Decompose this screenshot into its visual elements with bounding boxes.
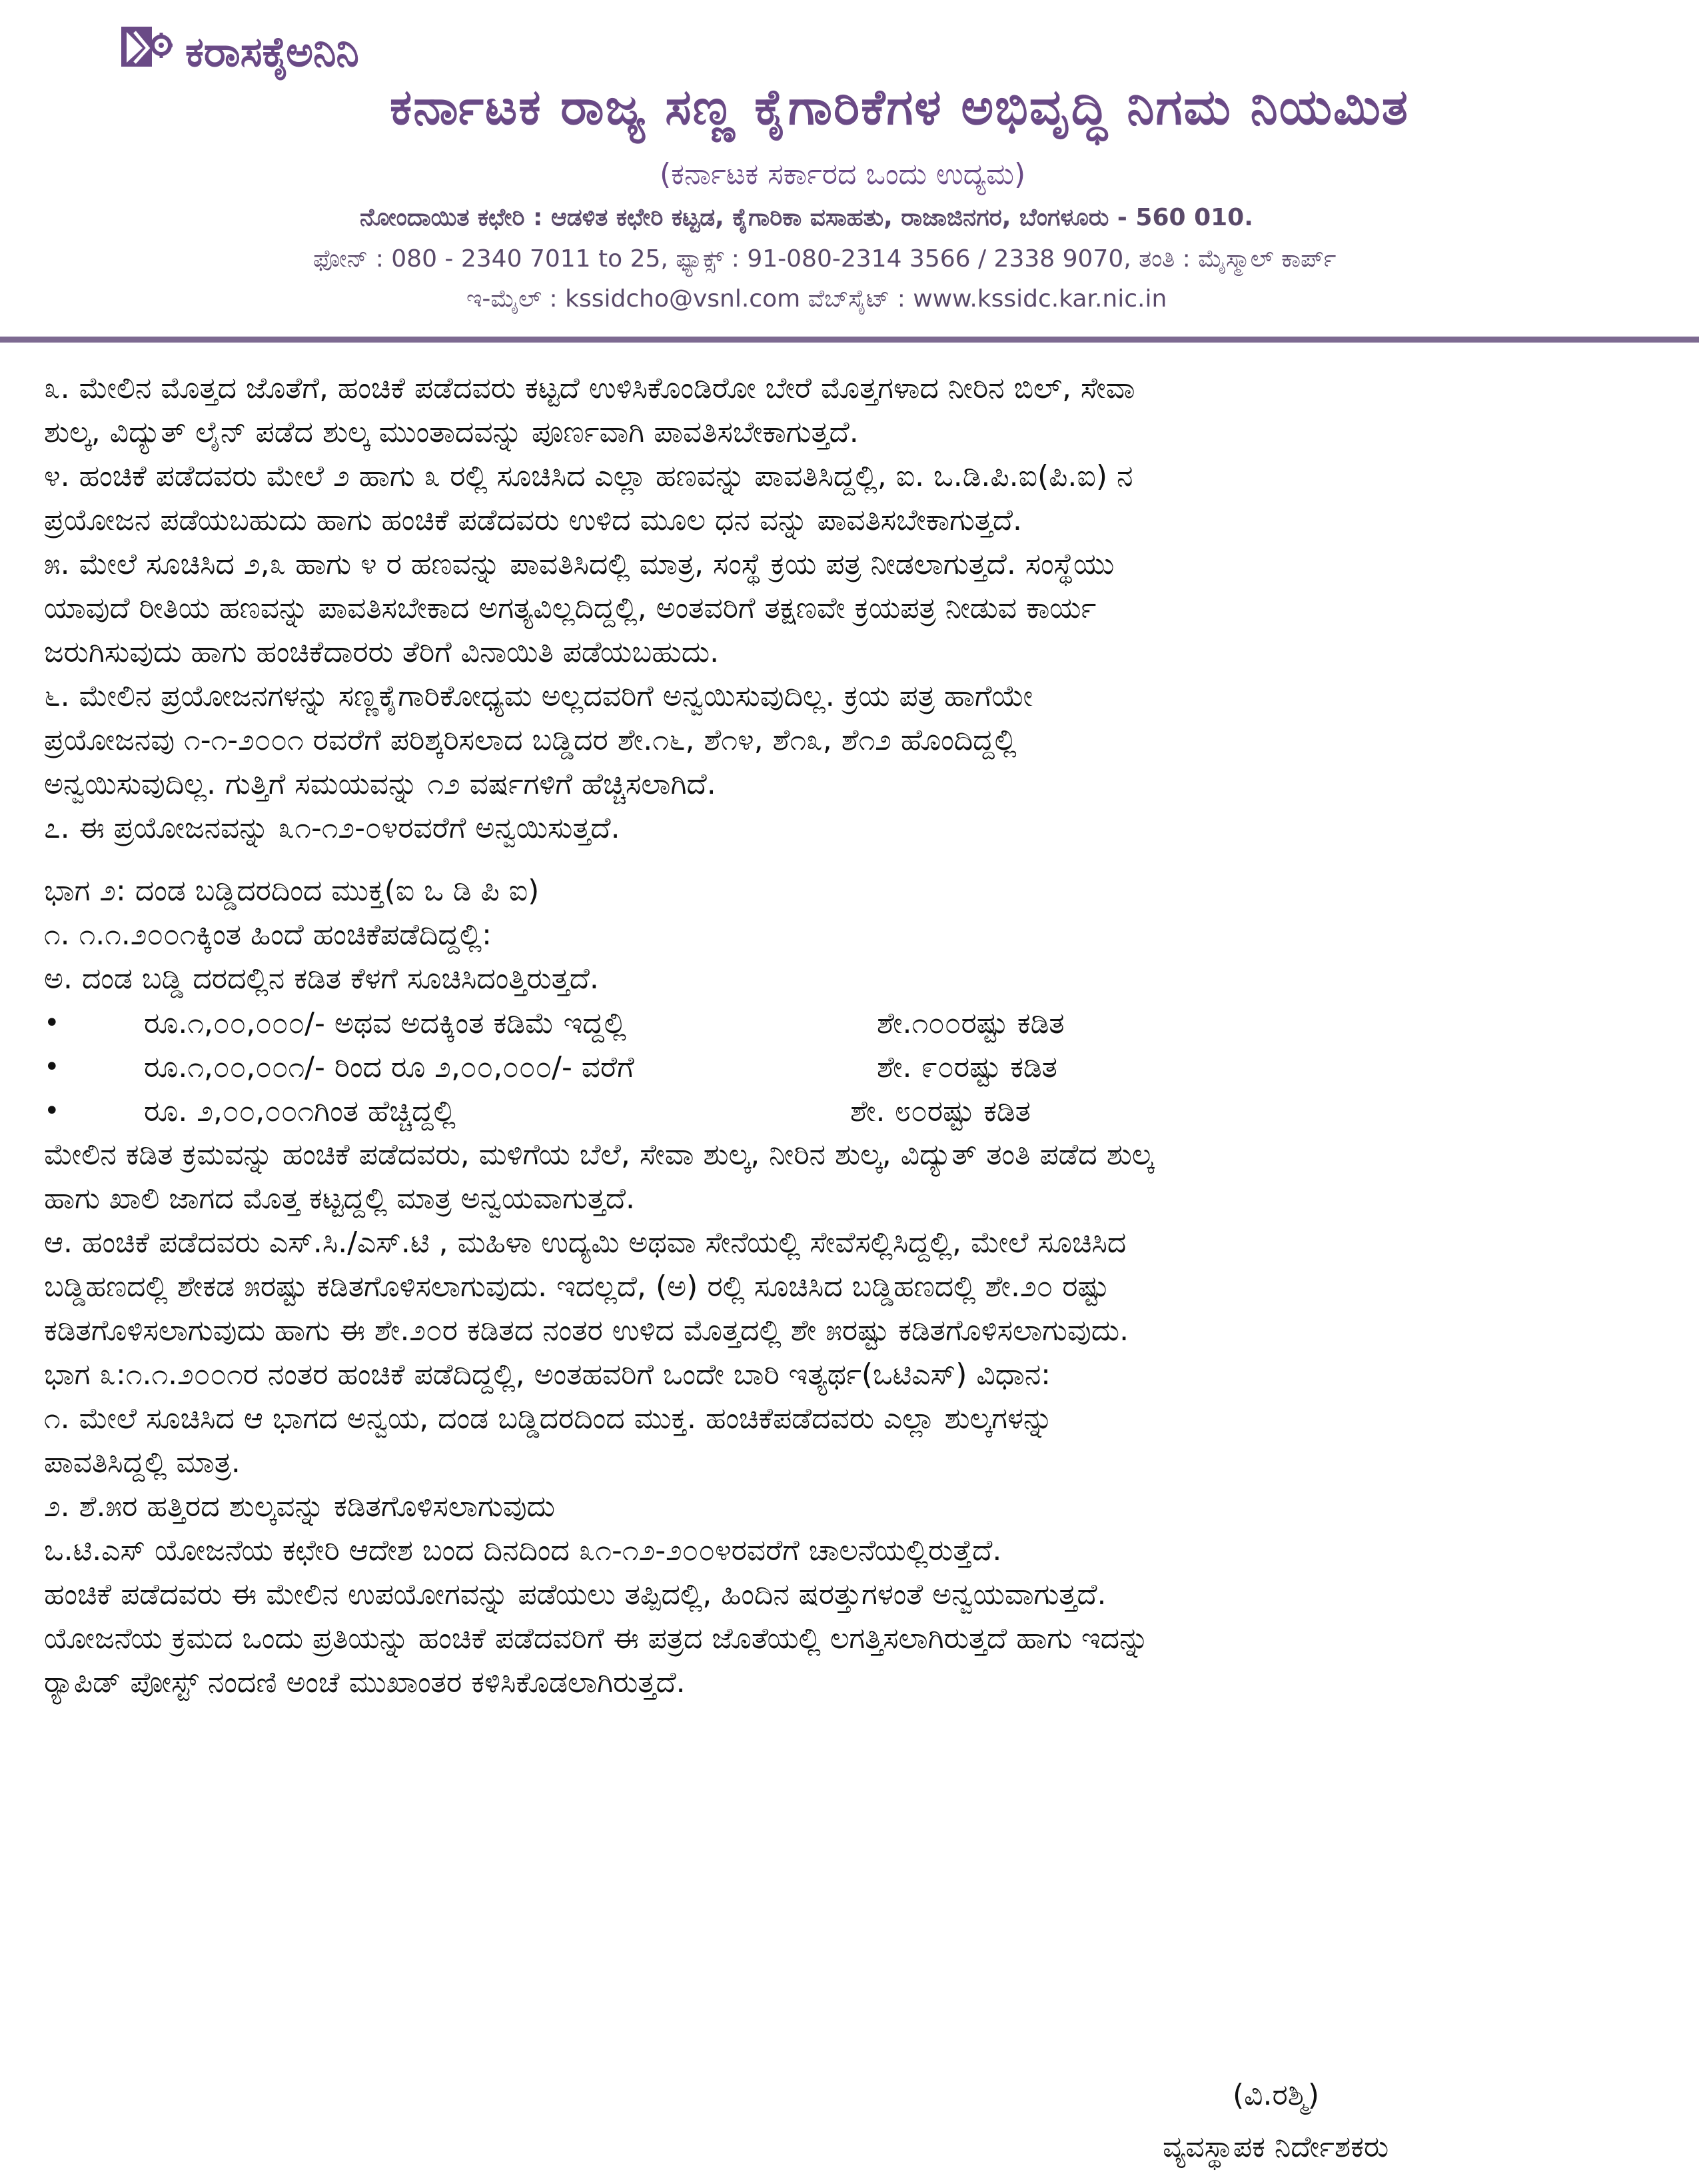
part-3-item-2: ೨. ಶೆ.೫ರ ಹತ್ತಿರದ ಶುಲ್ಕವನ್ನು ಕಡಿತಗೊಳಿಸಲಾಗುವುದು xyxy=(44,1490,555,1524)
bullet-reduction: ಶೇ. ೮೦ರಷ್ಟು ಕಡಿತ xyxy=(850,1094,1031,1128)
clause-3-line-1: ೩. ಮೇಲಿನ ಮೊತ್ತದ ಜೊತೆಗೆ, ಹಂಚಿಕೆ ಪಡೆದವರು ಕಟ್ಟದೆ ಉಳಿಸಿಕೊಂಡಿರೋ ಬೇರೆ ಮೊತ್ತಗಳಾದ ನೀರಿನ ಬಿಲ್, ಸೇವಾ xyxy=(44,371,1135,405)
letterhead xyxy=(0,0,1699,347)
reduction-bullet-1 xyxy=(44,1001,1663,1045)
organization-name: ಕರ್ನಾಟಕ ರಾಜ್ಯ ಸಣ್ಣ ಕೈಗಾರಿಕೆಗಳ ಅಭಿವೃದ್ಧಿ ನಿಗಮ ನಿಯಮಿತ xyxy=(390,79,1409,136)
clause-6-line-2: ಪ್ರಯೋಜನವು ೧-೧-೨೦೦೧ ರವರೆಗೆ ಪರಿಶ್ಕರಿಸಲಾದ ಬಡ್ಡಿದರ ಶೇ.೧೬, ಶೆ೧೪, ಶೆ೧೩, ಶೆ೧೨ ಹೊಂದಿದ್ದಲ್ಲಿ xyxy=(44,723,1017,757)
bullet-reduction: ಶೇ. ೯೦ರಷ್ಟು ಕಡಿತ xyxy=(877,1050,1057,1084)
default-conditions: ಹಂಚಿಕೆ ಪಡೆದವರು ಈ ಮೇಲಿನ ಉಪಯೋಗವನ್ನು ಪಡೆಯಲು ತಪ್ಪಿದಲ್ಲಿ, ಹಿಂದಿನ ಷರತ್ತುಗಳಂತೆ ಅನ್ವಯವಾಗುತ್ತದೆ. xyxy=(44,1578,1107,1612)
clause-5-line-1: ೫. ಮೇಲೆ ಸೂಚಿಸಿದ ೨,೩ ಹಾಗು ೪ ರ ಹಣವನ್ನು ಪಾವತಿಸಿದಲ್ಲಿ ಮಾತ್ರ, ಸಂಸ್ಥೆ ಕ್ರಯ ಪತ್ರ ನೀಡಲಾಗುತ್ತದೆ. ಸಂಸ್ಥೆಯು xyxy=(44,547,1115,581)
clause-4-line-1: ೪. ಹಂಚಿಕೆ ಪಡೆದವರು ಮೇಲೆ ೨ ಹಾಗು ೩ ರಲ್ಲಿ ಸೂಚಿಸಿದ ಎಲ್ಲಾ ಹಣವನ್ನು ಪಾವತಿಸಿದ್ದಲ್ಲಿ, ಐ. ಒ.ಡಿ.ಪಿ.ಐ(ಪಿ.ಐ) ನ xyxy=(44,459,1133,493)
header-divider xyxy=(0,337,1699,343)
signatory-title: ವ್ಯವಸ್ಥಾಪಕ ನಿರ್ದೇಶಕರು xyxy=(1163,2130,1389,2164)
part-3-item-1-line-2: ಪಾವತಿಸಿದ್ದಲ್ಲಿ ಮಾತ್ರ. xyxy=(44,1446,241,1480)
part-2-sub-b-line-1: ಆ. ಹಂಚಿಕೆ ಪಡೆದವರು ಎಸ್.ಸಿ./ಎಸ್.ಟಿ , ಮಹಿಳಾ ಉದ್ಯಮಿ ಅಥವಾ ಸೇನೆಯಲ್ಲಿ ಸೇವೆಸಲ್ಲಿಸಿದ್ದಲ್ಲಿ, ಮೇಲೆ ಸೂಚಿಸಿದ xyxy=(44,1226,1127,1260)
bullet-glyph: • xyxy=(44,1096,60,1126)
logo-text: ಕರಾಸಕೈಅನಿನಿ xyxy=(185,27,359,76)
bullet-reduction: ಶೇ.೧೦೦ರಷ್ಟು ಕಡಿತ xyxy=(877,1006,1065,1040)
clause-5-line-3: ಜರುಗಿಸುವುದು ಹಾಗು ಹಂಚಿಕೆದಾರರು ತೆರಿಗೆ ವಿನಾಯಿತಿ ಪಡೆಯಬಹುದು. xyxy=(44,635,720,669)
ots-validity: ಒ.ಟಿ.ಎಸ್ ಯೋಜನೆಯ ಕಛೇರಿ ಆದೇಶ ಬಂದ ದಿನದಿಂದ ೩೧-೧೨-೨೦೦೪ರವರೆಗೆ ಚಾಲನೆಯಲ್ಲಿರುತ್ತೆದೆ. xyxy=(44,1534,1002,1568)
reduction-bullet-2 xyxy=(44,1045,1663,1089)
reduction-note-line-2: ಹಾಗು ಖಾಲಿ ಜಾಗದ ಮೊತ್ತ ಕಟ್ಟದ್ದಲ್ಲಿ ಮಾತ್ರ ಅನ್ವಯವಾಗುತ್ತದೆ. xyxy=(44,1182,635,1216)
clause-7: ೭. ಈ ಪ್ರಯೋಜನವನ್ನು ೩೧-೧೨-೦೪ರವರೆಗೆ ಅನ್ವಯಿಸುತ್ತದೆ. xyxy=(44,811,620,845)
contact-email-website: ಇ-ಮೈಲ್ : kssidcho@vsnl.com ವೆಬ್‌ಸೈಟ್ : www.kssidc.kar.nic.in xyxy=(466,285,1167,313)
bullet-amount: ರೂ. ೨,೦೦,೦೦೧ಗಿಂತ ಹೆಚ್ಚಿದ್ದಲ್ಲಿ xyxy=(144,1094,456,1128)
part-3-heading: ಭಾಗ ೩:೧.೧.೨೦೦೧ರ ನಂತರ ಹಂಚಿಕೆ ಪಡೆದಿದ್ದಲ್ಲಿ, ಅಂತಹವರಿಗೆ ಒಂದೇ ಬಾರಿ ಇತ್ಯರ್ಥ(ಒಟಿಎಸ್) ವಿಧಾನ: xyxy=(44,1358,1051,1392)
logo xyxy=(120,25,359,79)
bullet-glyph: • xyxy=(44,1052,60,1082)
part-2-sub-b-line-3: ಕಡಿತಗೊಳಿಸಲಾಗುವುದು ಹಾಗು ಈ ಶೇ.೨೦ರ ಕಡಿತದ ನಂತರ ಉಳಿದ ಮೊತ್ತದಲ್ಲಿ ಶೇ ೫ರಷ್ಟು ಕಡಿತಗೊಳಿಸಲಾಗುವುದು. xyxy=(44,1314,1129,1348)
signatory-name: (ವಿ.ರಶ್ಮಿ) xyxy=(1233,2078,1320,2112)
clause-5-line-2: ಯಾವುದೆ ರೀತಿಯ ಹಣವನ್ನು ಪಾವತಿಸಬೇಕಾದ ಅಗತ್ಯವಿಲ್ಲದಿದ್ದಲ್ಲಿ, ಅಂತವರಿಗೆ ತಕ್ಷಣವೇ ಕ್ರಯಪತ್ರ ನೀಡುವ ಕಾರ್ಯ xyxy=(44,591,1097,625)
enclosure-note-line-1: ಯೋಜನೆಯ ಕ್ರಮದ ಒಂದು ಪ್ರತಿಯನ್ನು ಹಂಚಿಕೆ ಪಡೆದವರಿಗೆ ಈ ಪತ್ರದ ಜೊತೆಯಲ್ಲಿ ಲಗತ್ತಿಸಲಾಗಿರುತ್ತದೆ ಹಾಗು ಇದನ್ನು xyxy=(44,1622,1149,1655)
clause-6-line-1: ೬. ಮೇಲಿನ ಪ್ರಯೋಜನಗಳನ್ನು ಸಣ್ಣಕೈಗಾರಿಕೋಧ್ಯಮ ಅಲ್ಲದವರಿಗೆ ಅನ್ವಯಿಸುವುದಿಲ್ಲ. ಕ್ರಯ ಪತ್ರ ಹಾಗೆಯೇ xyxy=(44,679,1033,713)
part-2-item-1: ೧. ೧.೧.೨೦೦೧ಕ್ಕಿಂತ ಹಿಂದೆ ಹಂಚಿಕೆಪಡೆದಿದ್ದಲ್ಲಿ: xyxy=(44,918,492,952)
kssidc-logo-icon xyxy=(120,25,173,79)
part-3-item-1-line-1: ೧. ಮೇಲೆ ಸೂಚಿಸಿದ ಆ ಭಾಗದ ಅನ್ವಯ, ದಂಡ ಬಡ್ಡಿದರದಿಂದ ಮುಕ್ತ. ಹಂಚಿಕೆಪಡೆದವರು ಎಲ್ಲಾ ಶುಲ್ಕಗಳನ್ನು xyxy=(44,1402,1053,1436)
bullet-amount: ರೂ.೧,೦೦,೦೦೦/- ಅಥವ ಅದಕ್ಕಿಂತ ಕಡಿಮೆ ಇದ್ದಲ್ಲಿ xyxy=(144,1006,626,1040)
reduction-bullet-3 xyxy=(44,1089,1663,1133)
clause-6-line-3: ಅನ್ವಯಿಸುವುದಿಲ್ಲ. ಗುತ್ತಿಗೆ ಸಮಯವನ್ನು ೧೨ ವರ್ಷಗಳಿಗೆ ಹೆಚ್ಚಿಸಲಾಗಿದೆ. xyxy=(44,767,716,801)
enclosure-note-line-2: ರ್‍ಯಾಪಿಡ್ ಪೋಸ್ಟ್ ನಂದಣಿ ಅಂಚೆ ಮುಖಾಂತರ ಕಳಿಸಿಕೊಡಲಾಗಿರುತ್ತದೆ. xyxy=(44,1665,686,1699)
bullet-glyph: • xyxy=(44,1008,60,1038)
registered-office-address: ನೋಂದಾಯಿತ ಕಛೇರಿ : ಆಡಳಿತ ಕಛೇರಿ ಕಟ್ಟಡ, ಕೈಗಾರಿಕಾ ವಸಾಹತು, ರಾಜಾಜಿನಗರ, ಬೆಂಗಳೂರು - 560 010. xyxy=(360,204,1253,231)
part-2-sub-b-line-2: ಬಡ್ಡಿಹಣದಲ್ಲಿ ಶೇಕಡ ೫ರಷ್ಟು ಕಡಿತಗೊಳಿಸಲಾಗುವುದು. ಇದಲ್ಲದೆ, (ಅ) ರಲ್ಲಿ ಸೂಚಿಸಿದ ಬಡ್ಡಿಹಣದಲ್ಲಿ ಶೇ.೨೦ ರಷ್ಟು xyxy=(44,1270,1109,1304)
clause-4-line-2: ಪ್ರಯೋಜನ ಪಡೆಯಬಹುದು ಹಾಗು ಹಂಚಿಕೆ ಪಡೆದವರು ಉಳಿದ ಮೂಲ ಧನ ವನ್ನು ಪಾವತಿಸಬೇಕಾಗುತ್ತದೆ. xyxy=(44,503,1023,537)
part-2-heading: ಭಾಗ ೨: ದಂಡ ಬಡ್ಡಿದರದಿಂದ ಮುಕ್ತ(ಐ ಒ ಡಿ ಪಿ ಐ) xyxy=(44,874,540,908)
part-2-sub-a: ಅ. ದಂಡ ಬಡ್ಡಿ ದರದಲ್ಲಿನ ಕಡಿತ ಕೆಳಗೆ ಸೂಚಿಸಿದಂತ್ತಿರುತ್ತದೆ. xyxy=(44,962,599,996)
reduction-note-line-1: ಮೇಲಿನ ಕಡಿತ ಕ್ರಮವನ್ನು ಹಂಚಿಕೆ ಪಡೆದವರು, ಮಳಿಗೆಯ ಬೆಲೆ, ಸೇವಾ ಶುಲ್ಕ, ನೀರಿನ ಶುಲ್ಕ, ವಿದ್ಯುತ್ ತಂತಿ ಪಡೆದ ಶುಲ್ಕ xyxy=(44,1138,1154,1172)
contact-phone-fax: ಫೋನ್ : 080 - 2340 7011 to 25, ಫ್ಯಾಕ್ಸ್ : 91-080-2314 3566 / 2338 9070, ತಂತಿ : ಮೈಸ್ಮಾಲ್ ಕಾರ್ಪ್ xyxy=(313,245,1337,273)
clause-3-line-2: ಶುಲ್ಕ, ವಿದ್ಯುತ್ ಲೈನ್ ಪಡೆದ ಶುಲ್ಕ ಮುಂತಾದವನ್ನು ಪೂರ್ಣವಾಗಿ ಪಾವತಿಸಬೇಕಾಗುತ್ತದೆ. xyxy=(44,415,859,449)
letter-body xyxy=(44,367,1663,1705)
organization-subtitle: (ಕರ್ನಾಟಕ ಸರ್ಕಾರದ ಒಂದು ಉದ್ಯಮ) xyxy=(660,157,1026,191)
bullet-amount: ರೂ.೧,೦೦,೦೦೧/- ರಿಂದ ರೂ ೨,೦೦,೦೦೦/- ವರೆಗೆ xyxy=(144,1050,634,1084)
